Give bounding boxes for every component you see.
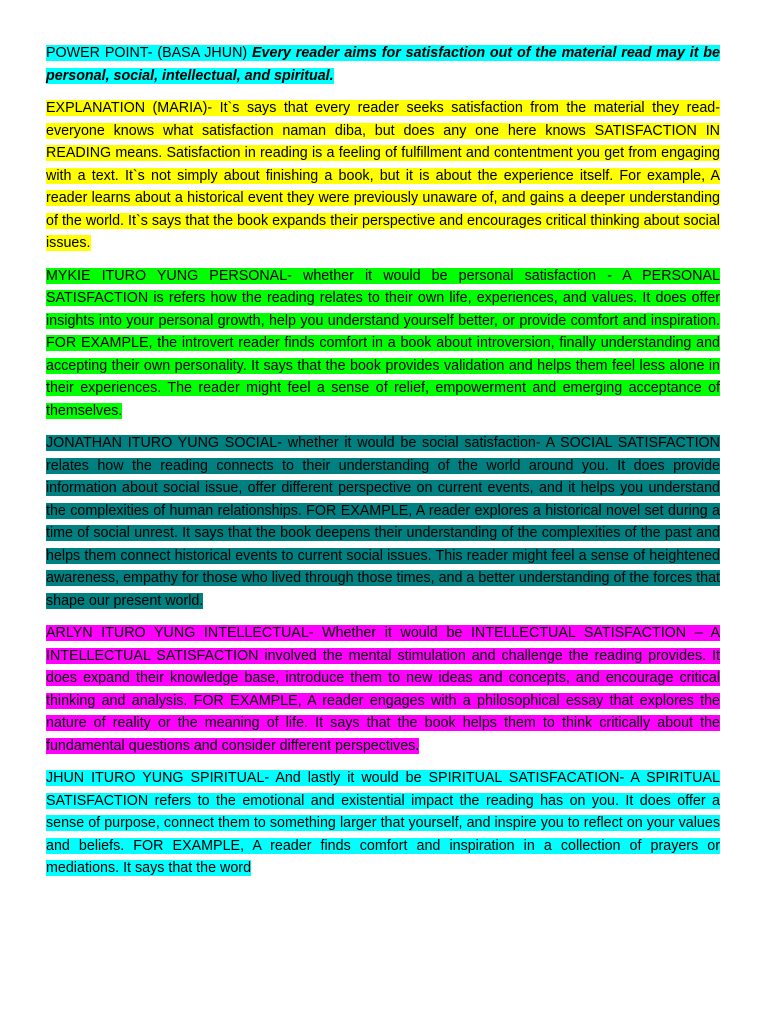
intellectual-text: ARLYN ITURO YUNG INTELLECTUAL- Whether it would be INTELLECTUAL SATISFACTION – A INTELLECTUAL SATISFACTION involved the mental stimulation and challenge the reading provides. It does expand their knowledge base, introduce them to new ideas and concepts, and encourage critical thinking and analysis. FOR EXAMPLE, A reader engages with a philosophical essay that explores the nature of reality or the meaning of life. It says that the book helps them to think critically about the fundamental questions and consider different perspectives. — [46, 625, 720, 754]
paragraph-explanation — [46, 97, 720, 255]
paragraph-intellectual — [46, 622, 720, 757]
paragraph-social — [46, 432, 720, 612]
explanation-text: EXPLANATION (MARIA)- It`s says that every reader seeks satisfaction from the material they read- everyone knows what satisfaction naman diba, but does any one here knows SATISFACTION IN READING means. Satisfaction in reading is a feeling of fulfillment and contentment you get from engaging with a text. It`s not simply about finishing a book, but it is about the experience itself. For example, A reader learns about a historical event they were previously unaware of, and gains a deeper understanding of the world. It`s says that the book expands their perspective and encourages critical thinking about social issues. — [46, 100, 720, 251]
paragraph-power-point — [46, 42, 720, 87]
spiritual-text: JHUN ITURO YUNG SPIRITUAL- And lastly it would be SPIRITUAL SATISFACATION- A SPIRITUAL SATISFACTION refers to the emotional and existential impact the reading has on you. It does offer a sense of purpose, connect them to something larger that yourself, and inspire you to reflect on your values and beliefs. FOR EXAMPLE, A reader finds comfort and inspiration in a collection of prayers or mediations. It says that the word — [46, 770, 720, 876]
social-text: JONATHAN ITURO YUNG SOCIAL- whether it would be social satisfaction- A SOCIAL SATISFACTION relates how the reading connects to their understanding of the world around you. It does provide information about social issue, offer different perspective on current events, and it helps you understand the complexities of human relationships. FOR EXAMPLE, A reader explores a historical novel set during a time of social unrest. It says that the book deepens their understanding of the complexities of the past and helps them connect historical events to current social issues. This reader might feel a sense of heightened awareness, empathy for those who lived through those times, and a better understanding of the forces that shape our present world. — [46, 435, 720, 609]
personal-text: MYKIE ITURO YUNG PERSONAL- whether it would be personal satisfaction - A PERSONAL SATISFACTION is refers how the reading relates to their own life, experiences, and values. It does offer insights into your personal growth, help you understand yourself better, or provide comfort and inspiration. FOR EXAMPLE, the introvert reader finds comfort in a book about introversion, finally understanding and accepting their own personality. It says that the book provides validation and helps them feel less alone in their experiences. The reader might feel a sense of relief, empowerment and emerging acceptance of themselves. — [46, 267, 720, 419]
document-page — [46, 42, 720, 890]
paragraph-personal — [46, 265, 720, 423]
power-point-statement: Every reader aims for satisfaction out of the material read may it be personal, social, intellectual, and spiritual. — [46, 45, 720, 84]
highlight-cyan — [46, 45, 720, 84]
power-point-lead: POWER POINT- (BASA JHUN) — [46, 45, 252, 61]
paragraph-spiritual — [46, 767, 720, 880]
